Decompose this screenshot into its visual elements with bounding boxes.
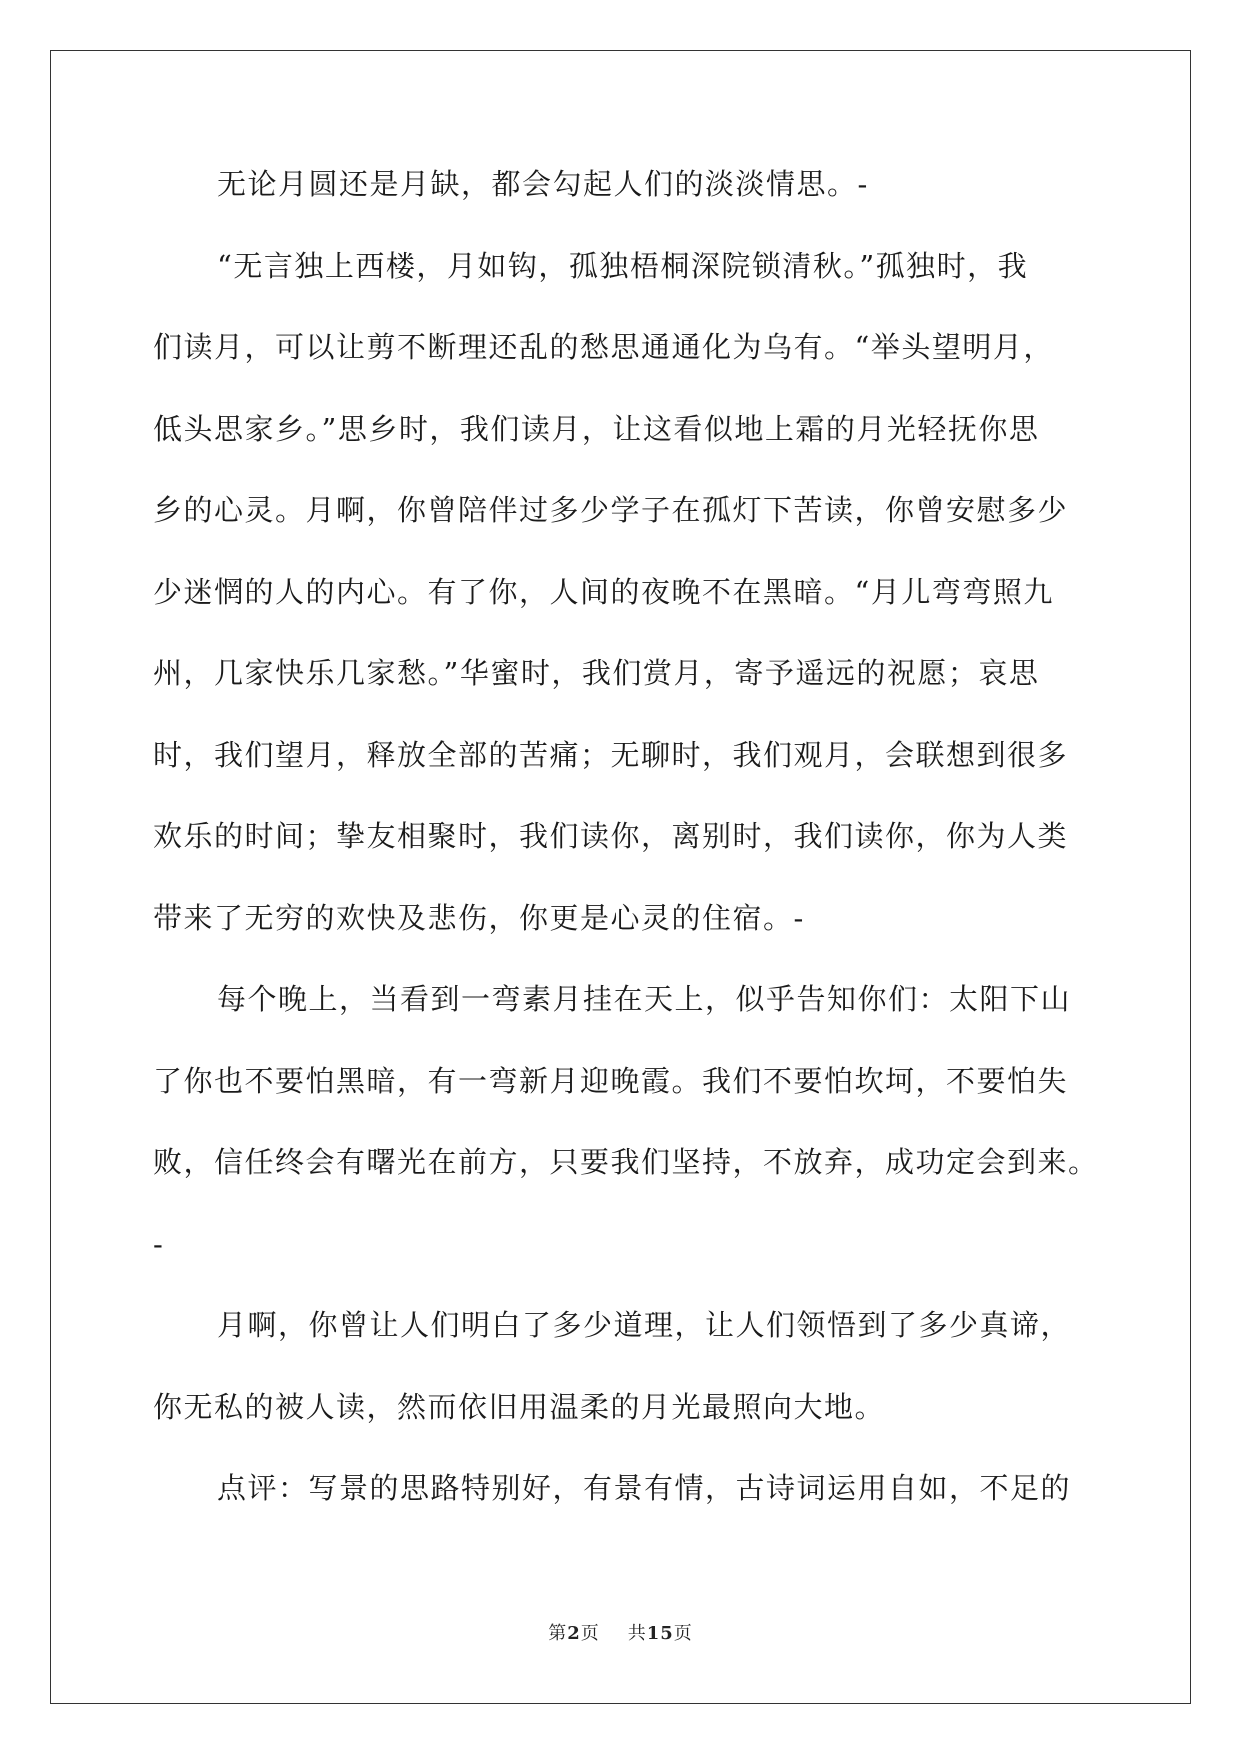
document-body <box>153 167 1099 1554</box>
page-footer <box>0 1619 1241 1645</box>
total-pages: 15 <box>646 1623 674 1644</box>
paragraph-line: “无言独上西楼，月如钩，孤独梧桐深院锁清秋。”孤独时，我 <box>217 248 1029 283</box>
paragraph-line: 乡的心灵。月啊，你曾陪伴过多少学子在孤灯下苦读，你曾安慰多少 <box>153 493 1069 527</box>
total-suffix: 页 <box>673 1623 693 1644</box>
page-suffix: 页 <box>580 1623 600 1644</box>
paragraph-line: 月啊，你曾让人们明白了多少道理，让人们领悟到了多少真谛， <box>217 1308 1072 1342</box>
paragraph-line: 少迷惘的人的内心。有了你，人间的夜晚不在黑暗。“月儿弯弯照九 <box>153 574 1054 609</box>
paragraph-line: 每个晚上，当看到一弯素月挂在天上，似乎告知你们：太阳下山 <box>217 982 1072 1016</box>
page-prefix: 第 <box>548 1623 568 1644</box>
paragraph-line: 带来了无穷的欢快及悲伤，你更是心灵的住宿。- <box>153 900 805 935</box>
paragraph-line: 时，我们望月，释放全部的苦痛；无聊时，我们观月，会联想到很多 <box>153 737 1069 772</box>
paragraph-line: 们读月，可以让剪不断理还乱的愁思通通化为乌有。“举头望明月， <box>153 330 1054 364</box>
paragraph-line: 无论月圆还是月缺，都会勾起人们的淡淡情思。- <box>217 167 869 201</box>
paragraph-line: 点评：写景的思路特别好，有景有情，古诗词运用自如，不足的 <box>217 1471 1072 1505</box>
paragraph-line: 了你也不要怕黑暗，有一弯新月迎晚霞。我们不要怕坎坷，不要怕失 <box>153 1063 1069 1098</box>
page-number: 2 <box>567 1623 581 1644</box>
paragraph-line: 欢乐的时间；挚友相聚时，我们读你，离别时，我们读你，你为人类 <box>153 819 1069 853</box>
paragraph-line: 败，信任终会有曙光在前方，只要我们坚持，不放弃，成功定会到来。 <box>153 1145 1099 1179</box>
paragraph-line: - <box>153 1226 165 1261</box>
total-prefix: 共 <box>627 1623 647 1644</box>
paragraph-line: 低头思家乡。”思乡时，我们读月，让这看似地上霜的月光轻抚你思 <box>153 411 1040 446</box>
paragraph-line: 州，几家快乐几家愁。”华蜜时，我们赏月，寄予遥远的祝愿；哀思 <box>153 656 1040 690</box>
paragraph-line: 你无私的被人读，然而依旧用温柔的月光最照向大地。 <box>153 1389 886 1424</box>
